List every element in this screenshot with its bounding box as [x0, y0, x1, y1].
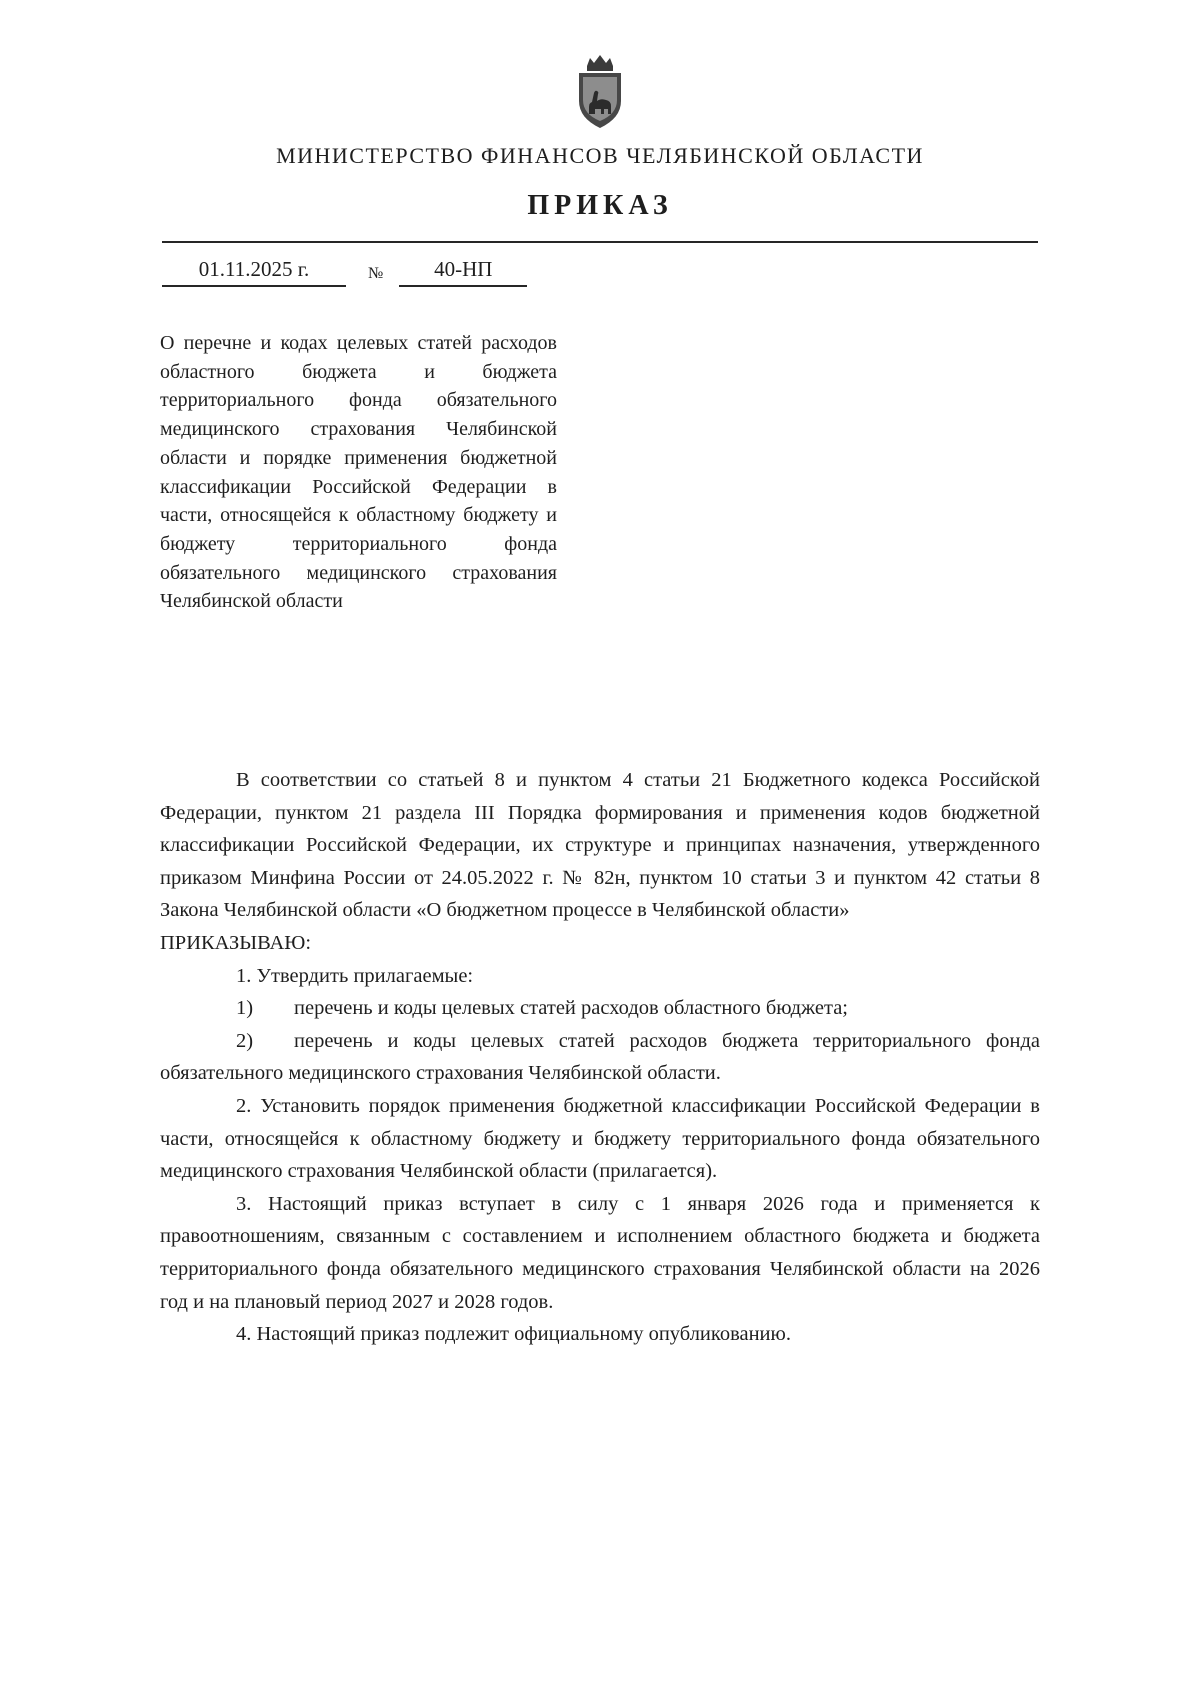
- paragraph-4: 4. Настоящий приказ подлежит официальному опубликованию.: [236, 1323, 791, 1346]
- subitem-2-text: перечень и коды целевых статей расходов бюджета территориального фонда обязательного медицинского страхования Челябинской области.: [160, 1029, 1040, 1085]
- header-divider: [162, 241, 1038, 243]
- paragraph-2: 2. Установить порядок применения бюджетной классификации Российской Федерации в части, относящейся к областному бюджету и бюджету территориального фонда обязательного медицинского страхования Челябинской области (прилагается).: [160, 1094, 1040, 1183]
- paragraph-1: 1. Утвердить прилагаемые:: [236, 964, 474, 987]
- ministry-title: МИНИСТЕРСТВО ФИНАНСОВ ЧЕЛЯБИНСКОЙ ОБЛАСТИ: [276, 143, 924, 168]
- subitem-2: [160, 1025, 1040, 1090]
- document-type-title: ПРИКАЗ: [527, 190, 673, 221]
- subitem-1-text: перечень и коды целевых статей расходов областного бюджета;: [294, 997, 848, 1020]
- document-subject: О перечне и кодах целевых статей расходов областного бюджета и бюджета территориального фонда обязательного медицинского страхования Челябинской области и порядке применения бюджетной классификации Российской Федерации в части, относящейся к областному бюджету и бюджету территориального фонда обязательного медицинского страхования Челябинской области: [160, 332, 557, 613]
- date-field: 01.11.2025 г.: [162, 257, 346, 287]
- order-word: ПРИКАЗЫВАЮ:: [160, 931, 312, 954]
- document-body: [160, 764, 1040, 1351]
- coat-of-arms-icon: [567, 50, 633, 134]
- subitem-1-marker: 1): [236, 997, 254, 1020]
- paragraph-3: 3. Настоящий приказ вступает в силу с 1 января 2026 года и применяется к правоотношениям, связанным с составлением и исполнением областного бюджета и бюджета территориального фонда обязательного медицинского страхования Челябинской области на 2026 год и на плановый период 2027 и 2028 годов.: [160, 1192, 1040, 1313]
- subitem-1: [160, 992, 1040, 1025]
- number-sign-label: №: [368, 265, 384, 282]
- intro-paragraph: В соответствии со статьей 8 и пунктом 4 статьи 21 Бюджетного кодекса Российской Федерации, пунктом 21 раздела III Порядка формирования и применения кодов бюджетной классификации Российской Федерации, их структуре и принципах назначения, утвержденного приказом Минфина России от 24.05.2022 г. № 82н, пунктом 10 статьи 3 и пунктом 42 статьи 8 Закона Челябинской области «О бюджетном процессе в Челябинской области»: [160, 769, 1040, 922]
- subitem-2-marker: 2): [236, 1029, 254, 1052]
- document-number-field: 40-НП: [399, 257, 527, 287]
- date-number-row: [162, 250, 527, 287]
- emblem-container: [0, 50, 1200, 134]
